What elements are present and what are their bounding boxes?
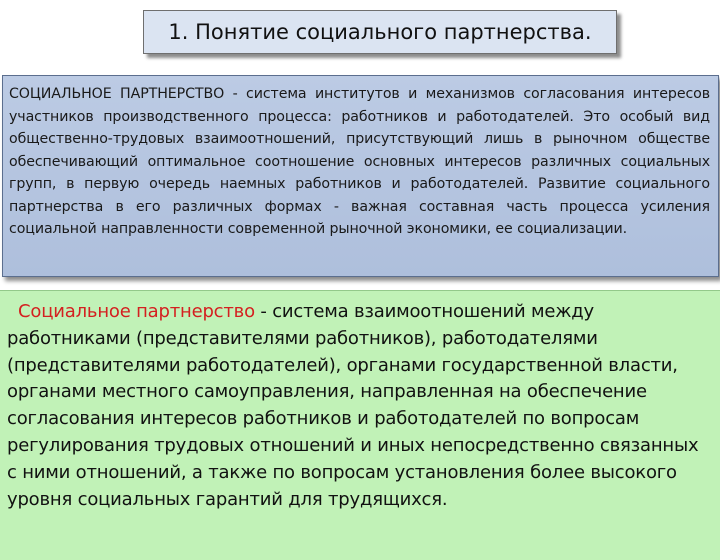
highlighted-term: Социальное партнерство xyxy=(18,301,255,322)
second-definition-body: - система взаимоотношений между работниками (представителями работников), работодателями (представителями работодателей), органами государственной власти, органами местного самоуправления, направленная на обеспечение согласования интересов работников и работодателей по вопросам регулирования трудовых отношений и иных непосредственно связанных с ними отношений, а также по вопросам установления более высокого уровня социальных гарантий для трудящихся. xyxy=(7,301,699,510)
slide-title-box xyxy=(143,10,617,54)
definition-box xyxy=(2,75,719,277)
definition-paragraph: СОЦИАЛЬНОЕ ПАРТНЕРСТВО - система институтов и механизмов согласования интересов участников производственного процесса: работников и работодателей. Это особый вид общественно-трудовых взаимоотношений, присутствующий лишь в рыночном обществе обеспечивающий оптимальное соотношение основных интересов различных социальных групп, в первую очередь наемных работников и работодателей. Развитие социального партнерства в его различных формах - важная составная часть процесса усиления социальной направленности современной рыночной экономики, ее социализации. xyxy=(9,86,710,237)
second-definition-box xyxy=(0,290,720,560)
second-definition-paragraph xyxy=(7,299,710,513)
slide-title: 1. Понятие социального партнерства. xyxy=(168,20,592,44)
